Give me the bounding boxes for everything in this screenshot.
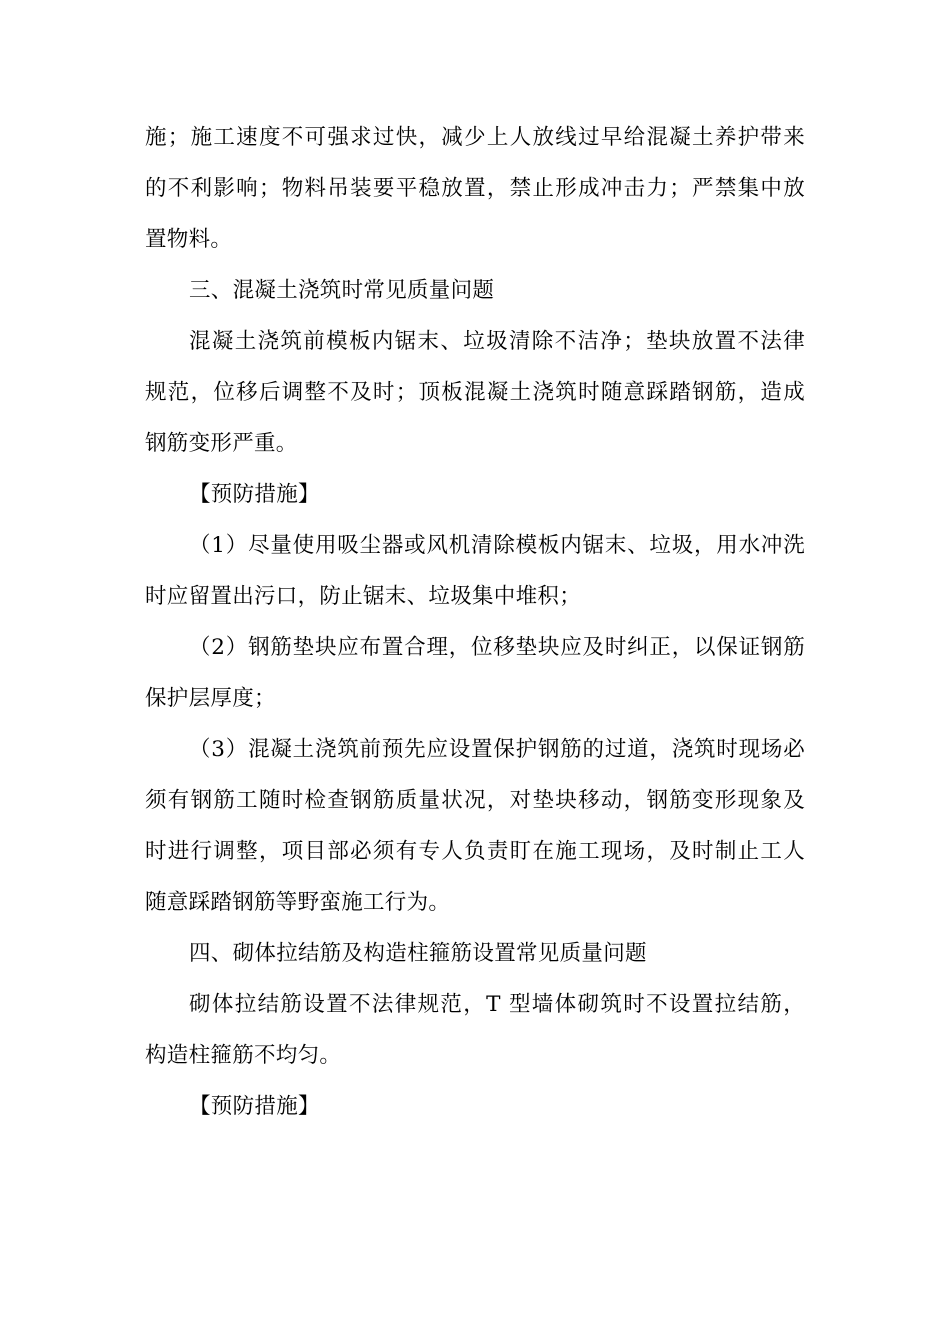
list-item-1-cont: 时应留置出污口，防止锯末、垃圾集中堆积； [145, 584, 582, 609]
paragraph-line: 的不利影响；物料吊装要平稳放置，禁止形成冲击力；严禁集中放 [145, 176, 805, 201]
section-heading-4: 四、砌体拉结筋及构造柱箍筋设置常见质量问题 [189, 941, 647, 966]
paragraph-line: 混凝土浇筑前模板内锯末、垃圾清除不洁净；垫块放置不法律 [189, 329, 805, 354]
list-item-2: （2）钢筋垫块应布置合理，位移垫块应及时纠正，以保证钢筋 [189, 635, 805, 660]
paragraph-line: 砌体拉结筋设置不法律规范，T 型墙体砌筑时不设置拉结筋， [189, 992, 805, 1017]
paragraph-line: 置物料。 [145, 227, 233, 252]
list-item-3: （3）混凝土浇筑前预先应设置保护钢筋的过道，浇筑时现场必 [189, 737, 805, 762]
list-item-1: （1）尽量使用吸尘器或风机清除模板内锯末、垃圾，用水冲洗 [189, 533, 805, 558]
paragraph-line: 构造柱箍筋不均匀。 [145, 1043, 342, 1068]
list-item-3-cont: 时进行调整，项目部必须有专人负责盯在施工现场，及时制止工人 [145, 839, 805, 864]
paragraph-line: 钢筋变形严重。 [145, 431, 298, 456]
paragraph-line: 施；施工速度不可强求过快，减少上人放线过早给混凝土养护带来 [145, 125, 805, 150]
prevention-heading: 【预防措施】 [189, 1094, 320, 1119]
prevention-heading: 【预防措施】 [189, 482, 320, 507]
document-body [145, 112, 805, 1132]
list-item-3-cont: 随意踩踏钢筋等野蛮施工行为。 [145, 890, 451, 915]
section-heading-3: 三、混凝土浇筑时常见质量问题 [189, 278, 495, 303]
paragraph-line: 规范，位移后调整不及时；顶板混凝土浇筑时随意踩踏钢筋，造成 [145, 380, 805, 405]
list-item-3-cont: 须有钢筋工随时检查钢筋质量状况，对垫块移动，钢筋变形现象及 [145, 788, 805, 813]
list-item-2-cont: 保护层厚度； [145, 686, 276, 711]
